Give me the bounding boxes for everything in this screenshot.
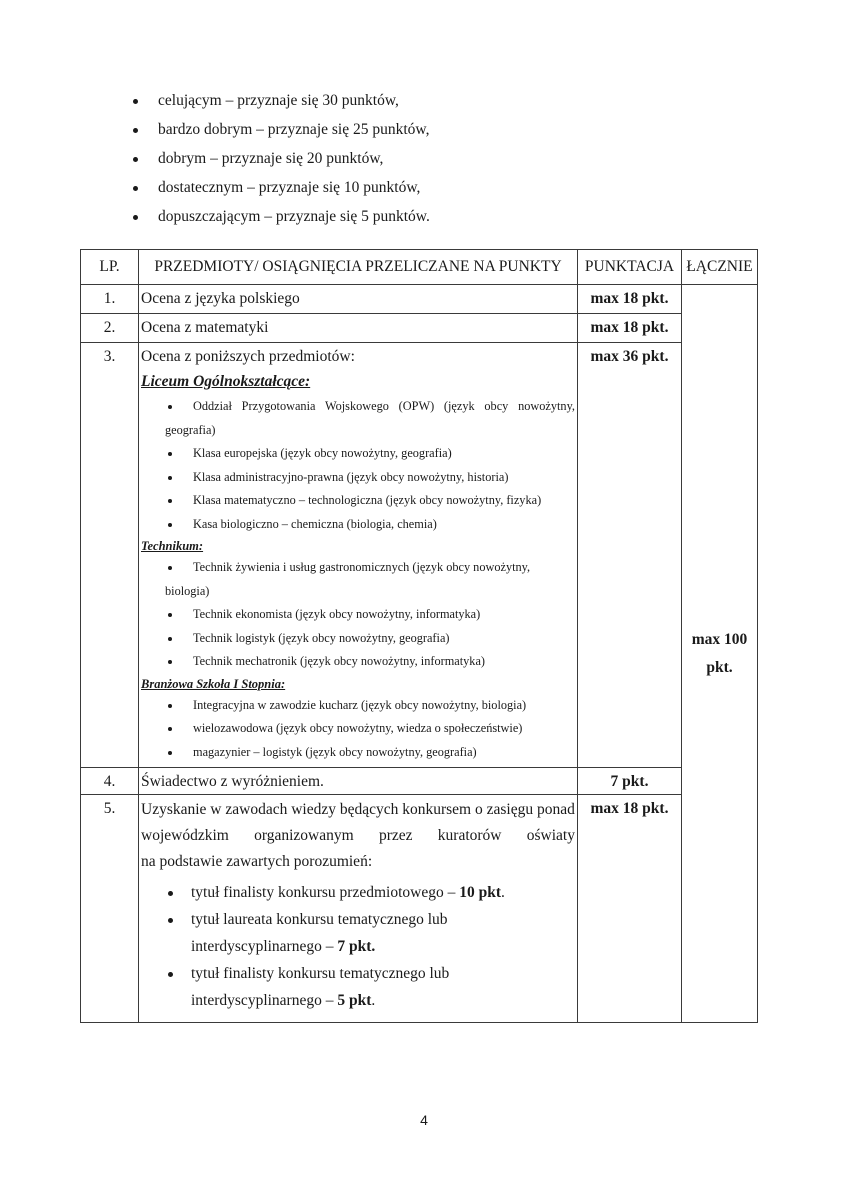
grade-points-list xyxy=(130,89,430,234)
row-lp: 3. xyxy=(81,343,139,768)
bullet-icon xyxy=(133,215,138,220)
row-lp: 2. xyxy=(81,314,139,343)
bullet-icon xyxy=(168,523,172,527)
list-item: tytuł finalisty konkursu przedmiotowego – 10 pkt. xyxy=(141,879,575,906)
table-row xyxy=(81,285,758,314)
list-item: Technik żywienia i usług gastronomicznych (język obcy nowożytny, biologia) xyxy=(165,560,531,598)
bullet-icon xyxy=(168,613,172,617)
branzowa-class-list xyxy=(141,694,575,765)
liceum-class-list xyxy=(141,395,575,536)
bullet-icon xyxy=(133,186,138,191)
list-item: Technik mechatronik (język obcy nowożytny, informatyka) xyxy=(141,650,575,674)
table-row xyxy=(81,768,758,795)
row-subject-title: Ocena z poniższych przedmiotów: xyxy=(141,348,355,365)
list-item: tytuł finalisty konkursu tematycznego lub interdyscyplinarnego – 5 pkt. xyxy=(141,960,491,1014)
points-table xyxy=(80,249,758,1023)
row-subject-text: Uzyskanie w zawodach wiedzy będących konkursem o zasięgu ponad wojewódzkim organizowanym przez kuratorów oświaty na podstawie zawartych porozumień: xyxy=(141,801,575,870)
row-points: max 18 pkt. xyxy=(578,314,682,343)
header-total: ŁĄCZNIE xyxy=(682,250,758,285)
row-lp: 5. xyxy=(81,795,139,1023)
contest-title-list xyxy=(141,879,575,1014)
list-item: dopuszczającym – przyznaje się 5 punktów. xyxy=(130,205,430,234)
row-subject: Świadectwo z wyróżnieniem. xyxy=(139,768,578,795)
bullet-icon xyxy=(168,499,172,503)
list-item: Technik ekonomista (język obcy nowożytny, informatyka) xyxy=(141,603,575,627)
row-points: max 18 pkt. xyxy=(578,795,682,1023)
row-points: max 18 pkt. xyxy=(578,285,682,314)
header-points: PUNKTACJA xyxy=(578,250,682,285)
total-cell xyxy=(682,285,758,1023)
row-subject: Ocena z języka polskiego xyxy=(139,285,578,314)
bullet-icon xyxy=(168,727,172,731)
page-number: 4 xyxy=(420,1112,428,1128)
table-row xyxy=(81,343,758,768)
bullet-icon xyxy=(168,751,172,755)
list-item: celującym – przyznaje się 30 punktów, xyxy=(130,89,430,118)
bullet-icon xyxy=(133,99,138,104)
list-item: Kasa biologiczno – chemiczna (biologia, chemia) xyxy=(141,513,575,537)
bullet-icon xyxy=(168,660,172,664)
list-item: Klasa europejska (język obcy nowożytny, geografia) xyxy=(141,442,575,466)
list-item: Oddział Przygotowania Wojskowego (OPW) (język obcy nowożytny, geografia) xyxy=(165,399,575,437)
list-item: tytuł laureata konkursu tematycznego lub interdyscyplinarnego – 7 pkt. xyxy=(141,906,491,960)
row-lp: 1. xyxy=(81,285,139,314)
list-item: Technik logistyk (język obcy nowożytny, geografia) xyxy=(141,627,575,651)
header-lp: LP. xyxy=(81,250,139,285)
row-subject: Ocena z matematyki xyxy=(139,314,578,343)
list-item: Klasa administracyjno-prawna (język obcy nowożytny, historia) xyxy=(141,466,575,490)
bullet-icon xyxy=(168,405,172,409)
section-title-branzowa: Branżowa Szkoła I Stopnia: xyxy=(141,676,286,691)
table-header-row xyxy=(81,250,758,285)
bullet-icon xyxy=(133,157,138,162)
bullet-icon xyxy=(168,891,173,896)
list-item: magazynier – logistyk (język obcy nowożytny, geografia) xyxy=(141,741,575,765)
section-title-technikum: Technikum: xyxy=(141,539,204,553)
bullet-icon xyxy=(168,637,172,641)
row-points: 7 pkt. xyxy=(578,768,682,795)
bullet-icon xyxy=(168,918,173,923)
total-value-line1: max 100 xyxy=(691,630,748,648)
row-subject xyxy=(139,343,578,768)
section-title-liceum: Liceum Ogólnokształcące: xyxy=(141,373,311,390)
table-row xyxy=(81,314,758,343)
header-subjects: PRZEDMIOTY/ OSIĄGNIĘCIA PRZELICZANE NA PUNKTY xyxy=(139,250,578,285)
row-points: max 36 pkt. xyxy=(578,343,682,768)
bullet-icon xyxy=(168,566,172,570)
list-item: dobrym – przyznaje się 20 punktów, xyxy=(130,147,430,176)
bullet-icon xyxy=(168,452,172,456)
bullet-icon xyxy=(133,128,138,133)
list-item: Integracyjna w zawodzie kucharz (język obcy nowożytny, biologia) xyxy=(141,694,575,718)
row-lp: 4. xyxy=(81,768,139,795)
list-item: bardzo dobrym – przyznaje się 25 punktów, xyxy=(130,118,430,147)
list-item: Klasa matematyczno – technologiczna (język obcy nowożytny, fizyka) xyxy=(141,489,575,513)
list-item: dostatecznym – przyznaje się 10 punktów, xyxy=(130,176,430,205)
bullet-icon xyxy=(168,476,172,480)
table-row xyxy=(81,795,758,1023)
row-subject xyxy=(139,795,578,1023)
bullet-icon xyxy=(168,704,172,708)
list-item: wielozawodowa (język obcy nowożytny, wiedza o społeczeństwie) xyxy=(141,717,575,741)
technikum-class-list xyxy=(141,556,575,674)
bullet-icon xyxy=(168,972,173,977)
total-value-line2: pkt. xyxy=(706,658,733,676)
